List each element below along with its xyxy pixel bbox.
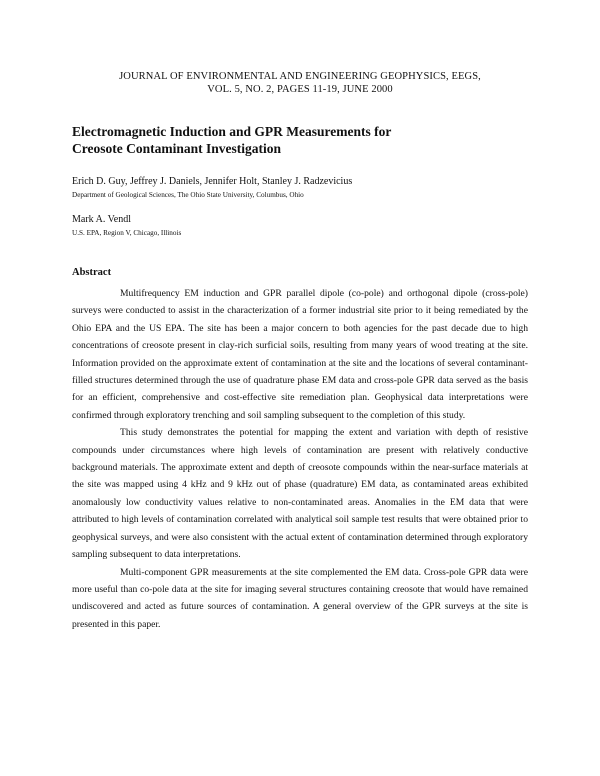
- abstract-heading: Abstract: [72, 267, 112, 278]
- author-affiliation-2: U.S. EPA, Region V, Chicago, Illinois: [72, 229, 182, 237]
- author-affiliation-1: Department of Geological Sciences, The Ohio State University, Columbus, Ohio: [72, 191, 304, 199]
- abstract-paragraph-3: Multi-component GPR measurements at the site complemented the EM data. Cross-pole GPR data were more useful than co-pole data at the site for imaging several structures containing creosote that would have remained undiscovered and acted as future sources of contamination. A general overview of the GPR surveys at the site is presented in this paper.: [72, 566, 528, 630]
- paper-title-line-2: Creosote Contaminant Investigation: [72, 141, 281, 156]
- journal-header-line-1: JOURNAL OF ENVIRONMENTAL AND ENGINEERING GEOPHYSICS, EEGS,: [119, 71, 481, 82]
- abstract-paragraph-1: Multifrequency EM induction and GPR parallel dipole (co-pole) and orthogonal dipole (cross-pole) surveys were conducted to assist in the characterization of a former industrial site prior to it being remediated by the Ohio EPA and the US EPA. The site has been a major concern to both agencies for the past decade due to high concentrations of creosote present in clay-rich surficial soils, resulting from many years of wood treating at the site. Information provided on the approximate extent of contamination at the site and the locations of several contaminant-filled structures determined through the use of quadrature phase EM data and cross-pole GPR data served as the basis for an efficient, comprehensive and cost-effective site remediation plan. Geophysical data interpretations were confirmed through exploratory trenching and soil sampling subsequent to the completion of this study.: [72, 288, 528, 421]
- paper-title-line-1: Electromagnetic Induction and GPR Measurements for: [72, 124, 392, 139]
- author-names-2: Mark A. Vendl: [72, 214, 131, 225]
- abstract-body: [72, 285, 528, 633]
- abstract-paragraph-2: This study demonstrates the potential for mapping the extent and variation with depth of resistive compounds under circumstances where high levels of contamination are present with relatively conductive background materials. The approximate extent and depth of creosote compounds within the near-surface materials at the site was mapped using 4 kHz and 9 kHz out of phase (quadrature) EM data, as contaminated areas exhibited anomalously low conductivity values relative to non-contaminated areas. Anomalies in the EM data that were attributed to high levels of contamination correlated with analytical soil sample test results that were obtained prior to geophysical surveys, and were also consistent with the actual extent of contamination determined through exploratory sampling subsequent to data interpretations.: [72, 427, 528, 561]
- author-block-2: [72, 214, 528, 238]
- journal-header: [0, 70, 600, 96]
- journal-header-line-2: VOL. 5, NO. 2, PAGES 11-19, JUNE 2000: [207, 84, 393, 95]
- author-names-1: Erich D. Guy, Jeffrey J. Daniels, Jennifer Holt, Stanley J. Radzevicius: [72, 176, 353, 187]
- paper-title: [72, 123, 528, 157]
- author-block-1: [72, 176, 528, 200]
